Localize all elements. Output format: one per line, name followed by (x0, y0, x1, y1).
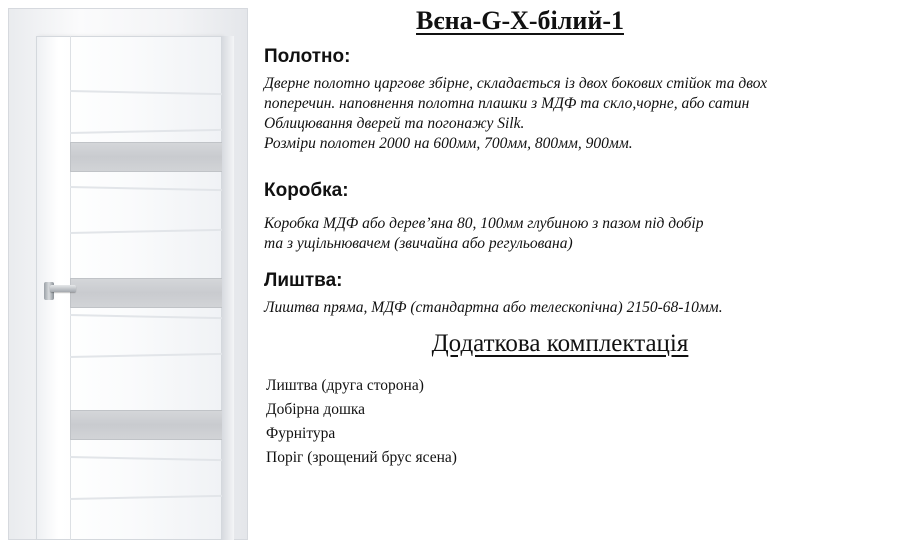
door-illustration (8, 8, 248, 540)
leaf-line: поперечин. наповнення полотна плашки з МДФ та скло,чорне, або сатин (264, 95, 750, 112)
door-glass-insert (70, 410, 228, 440)
box-line: Коробка МДФ або дерев’яна 80, 100мм глубиною з пазом під добір (264, 215, 704, 232)
box-line: та з ущільнювачем (звичайна або регульована) (264, 235, 573, 252)
extras-list (266, 374, 457, 470)
door-glass-insert (70, 142, 228, 172)
leaf-line: Дверне полотно царгове збірне, складається із двох бокових стійок та двох (264, 75, 768, 92)
door-rail (70, 229, 222, 234)
handle-lever (50, 285, 76, 292)
door-frame-jamb (222, 36, 234, 540)
leaf-line: Облицювання дверей та погонажу Silk. (264, 115, 525, 132)
door-handle-icon (44, 280, 74, 302)
box-description (264, 214, 884, 254)
door-rail (70, 186, 222, 191)
casing-description (264, 298, 884, 318)
leaf-description (264, 74, 884, 154)
box-heading: Коробка: (264, 180, 349, 201)
extras-heading: Додаткова комплектація (431, 330, 689, 357)
door-rail (70, 353, 222, 358)
door-rail (70, 456, 222, 461)
leaf-line: Розміри полотен 2000 на 600мм, 700мм, 800мм, 900мм. (264, 135, 633, 152)
extras-item: Лиштва (друга сторона) (266, 377, 424, 394)
leaf-heading: Полотно: (264, 46, 351, 67)
product-title: Вєна-G-X-білий-1 (416, 6, 624, 35)
casing-heading: Лиштва: (264, 270, 343, 291)
casing-line: Лиштва пряма, МДФ (стандартна або телескопічна) 2150-68-10мм. (264, 299, 723, 316)
door-rail (70, 90, 222, 95)
door-rail (70, 129, 222, 134)
extras-item: Добірна дошка (266, 401, 366, 418)
extras-item: Поріг (зрощений брус ясена) (266, 449, 457, 466)
door-rail (70, 314, 222, 319)
door-rail (70, 495, 222, 500)
door-glass-insert (70, 278, 228, 308)
extras-item: Фурнітура (266, 425, 336, 442)
